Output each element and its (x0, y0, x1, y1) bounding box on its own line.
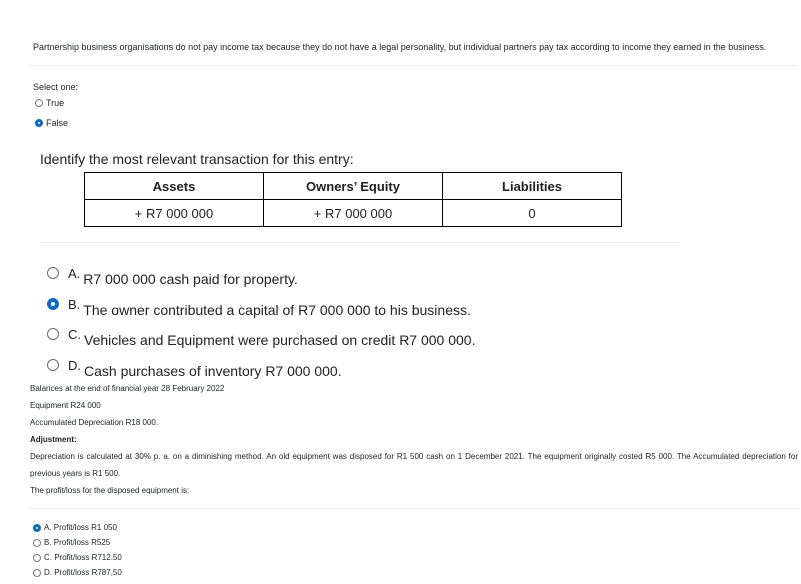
divider (40, 242, 680, 243)
header-owners-equity: Owners’ Equity (264, 173, 443, 200)
accounting-equation-table (84, 172, 622, 227)
q3-option-b-label: B. Profit/loss R525 (44, 538, 111, 547)
option-b-text: The owner contributed a capital of R7 000 000 to his business. (83, 302, 471, 318)
option-false-label: False (46, 118, 69, 128)
q3-option-a[interactable] (33, 523, 117, 532)
question1-statement: Partnership business organisations do not pay income tax because they do not have a legal personality, but individual partners pay tax according to income they earned in the business. (33, 42, 767, 52)
q3-radio-b[interactable] (33, 539, 41, 547)
option-b[interactable] (47, 297, 471, 318)
q3-radio-a[interactable] (33, 524, 41, 532)
adjustment-paragraph: Depreciation is calculated at 30% p. a. on a diminishing method. An old equipment was disposed for R1 500 cash on 1 December 2021. The equipment originally costed R5 000. The Accumulated depreciation for previous years is R1 500. (30, 452, 798, 478)
option-a-letter: A. (68, 266, 81, 281)
question2-prompt: Identify the most relevant transaction for this entry: (40, 151, 354, 167)
option-d[interactable] (47, 358, 342, 379)
q3-radio-d[interactable] (33, 569, 41, 577)
option-true-label: True (46, 98, 65, 108)
option-c-letter: C. (68, 327, 81, 342)
radio-false[interactable] (35, 119, 43, 127)
accumulated-depreciation-line: Accumulated Depreciation R18 000. (30, 418, 159, 427)
radio-c[interactable] (47, 328, 59, 340)
divider (28, 508, 798, 509)
cell-liabilities: 0 (443, 200, 622, 227)
option-c-text: Vehicles and Equipment were purchased on credit R7 000 000. (84, 332, 476, 348)
header-assets: Assets (85, 173, 264, 200)
option-a[interactable] (47, 266, 298, 287)
equipment-line: Equipment R24 000 (30, 401, 101, 410)
divider (28, 65, 798, 66)
radio-a[interactable] (47, 267, 59, 279)
question3-prompt: The profit/loss for the disposed equipment is: (30, 486, 190, 495)
option-c[interactable] (47, 327, 475, 348)
select-one-label: Select one: (33, 82, 79, 92)
table-header-row (85, 173, 622, 200)
radio-b[interactable] (47, 298, 59, 310)
option-a-text: R7 000 000 cash paid for property. (83, 271, 298, 287)
q3-option-c[interactable] (33, 553, 122, 562)
q3-option-b[interactable] (33, 538, 110, 547)
q3-option-d-label: D. Profit/loss R787,50 (44, 568, 122, 577)
q3-radio-c[interactable] (33, 554, 41, 562)
q3-option-a-label: A. Profit/loss R1 050 (44, 523, 117, 532)
table-row (85, 200, 622, 227)
q3-option-d[interactable] (33, 568, 122, 577)
option-d-text: Cash purchases of inventory R7 000 000. (84, 363, 342, 379)
option-false[interactable] (35, 118, 68, 128)
adjustment-heading: Adjustment: (30, 435, 77, 444)
q3-option-c-label: C. Profit/loss R712.50 (44, 553, 122, 562)
option-true[interactable] (35, 98, 64, 108)
header-liabilities: Liabilities (443, 173, 622, 200)
option-d-letter: D. (68, 358, 81, 373)
option-b-letter: B. (68, 297, 81, 312)
radio-d[interactable] (47, 359, 59, 371)
balances-line: Balances at the end of financial year 28 February 2022 (30, 384, 225, 393)
radio-true[interactable] (35, 99, 43, 107)
cell-assets: + R7 000 000 (85, 200, 264, 227)
cell-owners-equity: + R7 000 000 (264, 200, 443, 227)
